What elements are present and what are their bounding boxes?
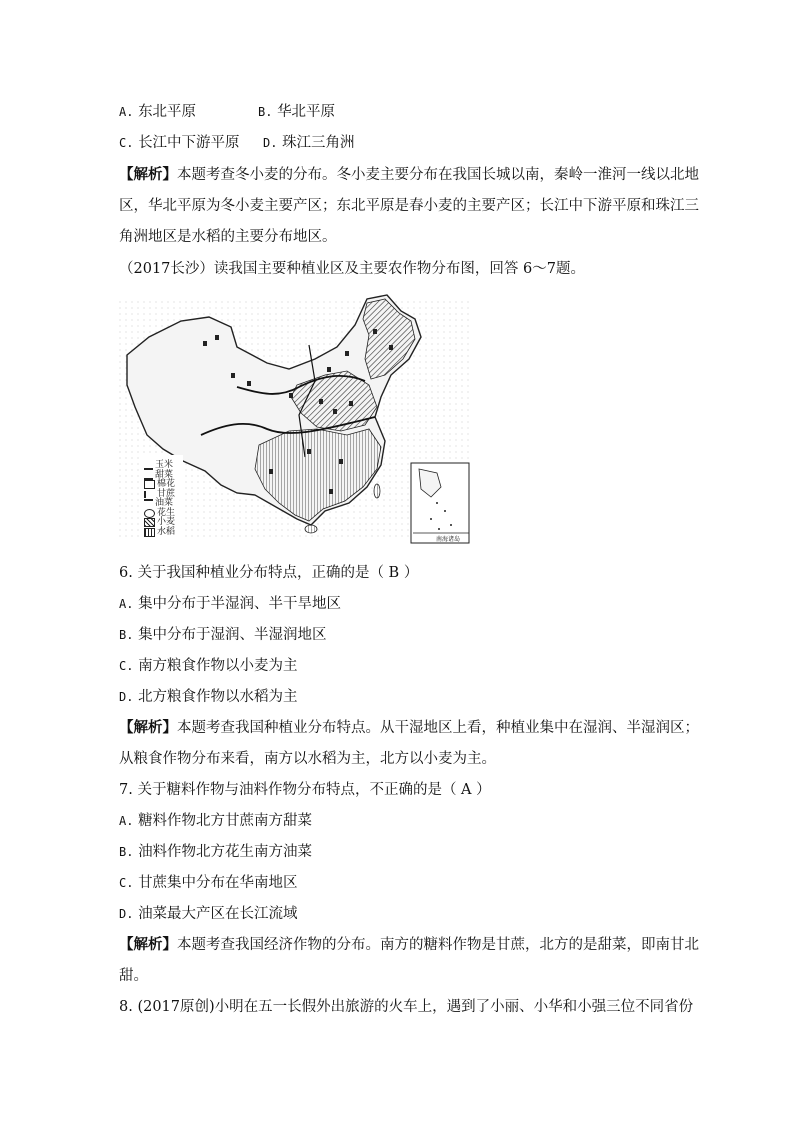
option-a [119, 811, 312, 831]
question-8-stem: 8. (2017原创)小明在五一长假外出旅游的火车上，遇到了小丽、小华和小强三位不同省份 [119, 999, 694, 1015]
option-letter: D. [119, 907, 134, 921]
island-dot [450, 524, 452, 526]
option-c [119, 873, 298, 893]
option-text: 北方粮食作物以水稻为主 [138, 689, 298, 705]
option-d [263, 133, 355, 153]
legend-item [144, 528, 175, 538]
island-dot [430, 518, 432, 520]
cotton-icon [144, 480, 155, 489]
corn-icon [144, 461, 153, 470]
analysis-tag: 【解析】 [119, 936, 177, 953]
crop-symbol [327, 367, 331, 372]
option-text: 珠江三角洲 [282, 135, 355, 151]
crop-symbol [215, 335, 219, 340]
analysis-line: 从粮食作物分布来看，南方以水稻为主，北方以小麦为主。 [119, 751, 496, 767]
option-letter: C. [119, 876, 134, 890]
legend-label: 甘蔗 [157, 488, 176, 499]
option-text: 油菜最大产区在长江流域 [138, 906, 298, 922]
china-crop-map [119, 289, 471, 547]
crop-symbol [349, 401, 353, 406]
wheat-pattern-icon [144, 518, 155, 527]
legend-label: 水稻 [157, 526, 176, 537]
question-7-stem: 7. 关于糖料作物与油料作物分布特点，不正确的是（ A ） [119, 782, 491, 798]
question-6-stem: 6. 关于我国种植业分布特点，正确的是（ B ） [119, 565, 419, 581]
option-letter: C. [119, 136, 134, 150]
analysis-text: 本题考查冬小麦的分布。冬小麦主要分布在我国长城以南，秦岭一淮河一线以北地 [177, 167, 699, 183]
option-text: 集中分布于半湿润、半干旱地区 [138, 596, 342, 612]
rice-pattern-icon [144, 528, 155, 537]
peanut-icon [144, 509, 155, 518]
analysis-tag: 【解析】 [119, 166, 177, 183]
analysis-tag: 【解析】 [119, 719, 177, 736]
option-a [119, 594, 341, 614]
crop-symbol [247, 381, 251, 386]
option-text: 华北平原 [277, 104, 336, 120]
rapeseed-icon [144, 499, 153, 508]
crop-symbol [373, 329, 377, 334]
crop-symbol [307, 449, 311, 454]
legend-label: 小麦 [157, 517, 176, 527]
option-letter: D. [119, 690, 134, 704]
option-letter: D. [263, 136, 278, 150]
option-letter: C. [119, 659, 134, 673]
option-d [119, 687, 298, 707]
legend-label: 棉花 [157, 479, 176, 489]
legend-label: 甜菜 [155, 469, 174, 480]
option-letter: A. [119, 105, 134, 119]
crop-symbol [289, 393, 293, 398]
option-text: 油料作物北方花生南方油菜 [138, 844, 313, 860]
option-b [258, 102, 335, 122]
option-letter: B. [258, 105, 273, 119]
legend-label: 油菜 [155, 498, 174, 508]
crop-symbol [319, 399, 323, 404]
crop-symbol [203, 341, 207, 346]
taiwan-island [374, 484, 380, 498]
option-text: 南方粮食作物以小麦为主 [138, 658, 298, 674]
option-text: 甘蔗集中分布在华南地区 [138, 875, 298, 891]
option-text: 东北平原 [138, 104, 197, 120]
crop-symbol [345, 351, 349, 356]
beet-icon [144, 471, 153, 480]
legend-label: 玉米 [155, 460, 174, 470]
option-text: 糖料作物北方甘蔗南方甜菜 [138, 813, 313, 829]
hainan-island [305, 525, 317, 533]
analysis-text: 本题考查我国经济作物的分布。南方的糖料作物是甘蔗，北方的是甜菜，即南甘北 [177, 937, 699, 953]
analysis-line [119, 718, 699, 738]
option-c [119, 656, 298, 676]
option-b [119, 842, 312, 862]
crop-symbol [269, 469, 273, 474]
option-letter: B. [119, 628, 134, 642]
question-intro: （2017长沙）读我国主要种植业区及主要农作物分布图，回答 6～7题。 [119, 261, 585, 277]
option-b [119, 625, 327, 645]
map-legend [144, 461, 175, 537]
option-letter: A. [119, 597, 134, 611]
analysis-line [119, 165, 699, 185]
island-dot [444, 510, 446, 512]
inset-label: 南海诸岛 [436, 536, 461, 543]
option-letter: B. [119, 845, 134, 859]
option-c [119, 133, 240, 153]
option-letter: A. [119, 814, 134, 828]
analysis-line: 角洲地区是水稻的主要分布地区。 [119, 229, 337, 245]
crop-symbol [231, 373, 235, 378]
analysis-text: 本题考查我国种植业分布特点。从干湿地区上看，种植业集中在湿润、半湿润区； [177, 720, 699, 736]
analysis-line [119, 935, 699, 955]
crop-symbol [333, 409, 337, 414]
sugarcane-icon [144, 491, 155, 498]
crop-symbol [389, 345, 393, 350]
crop-symbol [329, 489, 333, 494]
crop-symbol [339, 459, 343, 464]
option-text: 长江中下游平原 [138, 135, 240, 151]
option-text: 集中分布于湿润、半湿润地区 [138, 627, 327, 643]
legend-label: 花生 [157, 507, 176, 518]
analysis-line: 区，华北平原为冬小麦主要产区；东北平原是春小麦的主要产区；长江中下游平原和珠江三 [119, 198, 699, 214]
island-dot [436, 502, 438, 504]
option-d [119, 904, 298, 924]
option-a [119, 102, 196, 122]
island-dot [438, 528, 440, 530]
analysis-line: 甜。 [119, 968, 148, 984]
